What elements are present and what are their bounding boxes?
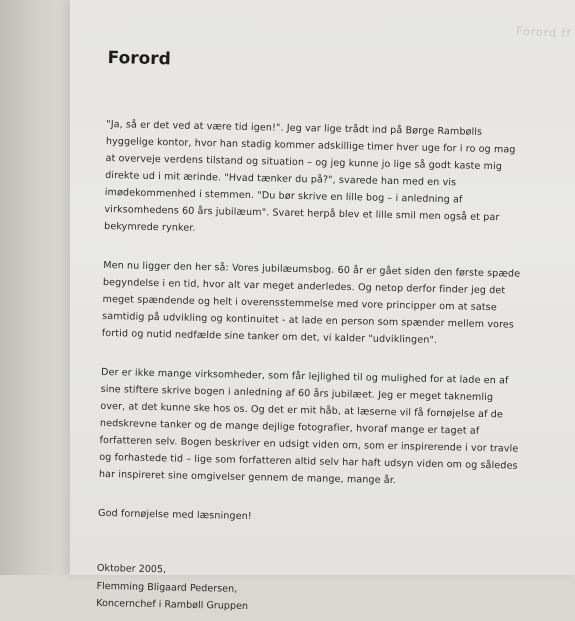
signature-date: Oktober 2005, — [96, 562, 167, 576]
book-gutter-shadow — [0, 0, 70, 575]
signature-role: Koncernchef i Rambøll Gruppen — [96, 597, 249, 613]
book-page — [70, 0, 575, 613]
paragraph-3: Der er ikke mange virksomheder, som får lejlighed til og mulighed for at lade en af sine stiftere skrive bogen i anledning af 60 års jubilæet. Jeg er meget taknemlig over, at det kunne ske hos os. Og det er mit håb, at læserne vil få fornøjelse af de nedskrevne tanker og de mange dejlige fotografier, hvoraf mange er taget af forfatteren selv. Bogen beskriver en udsigt viden om, som er inspirerende i vor travle og forhastede tid – lige som forfatteren altid selv har haft udsyn viden om og således har inspireret sine omgivelser gennem de mange, mange år. — [98, 366, 519, 487]
paragraph-1: "Ja, så er det ved at være tid igen!". Jeg var lige trådt ind på Børge Rambølls hyggelige kontor, hvor han stadig kommer adskillige timer hver uge for i ro og mag at overveje verdens tilstand og situation – og jeg kunne jo lige så godt kaste mig direkte ud i mit ærinde. "Hvad tænker du på?", svarede han med en vis imødekommenhed i stemmen. "Du bør skrive en lille bog – i anledning af virksomhedens 60 års jubilæum". Svaret herpå blev et lille smil men også et par bekymrede rynker. — [103, 118, 516, 234]
paragraph-2: Men nu ligger den her så: Vores jubilæumsbog. 60 år er gået siden den første spæde begyndelse i en tid, hvor alt var meget anderledes. Og netop derfor finder jeg det meget spændende og helt i overensstemmelse med vore principper om at satse samtidig på udvikling og kontinuitet - at lade en person som spænder mellem vores fortid og nutid nedfælde sine tanker om det, vi kalder "udviklingen". — [101, 259, 521, 346]
bleed-through-text: Forord ff — [515, 24, 572, 41]
paragraph-4: God fornøjelse med læsningen! — [97, 507, 252, 523]
page-title: Forord — [107, 47, 172, 70]
foreword-body — [98, 116, 526, 531]
signature-name: Flemming Bligaard Pedersen, — [96, 580, 238, 595]
page-content — [96, 40, 528, 621]
signature-block — [96, 560, 517, 621]
